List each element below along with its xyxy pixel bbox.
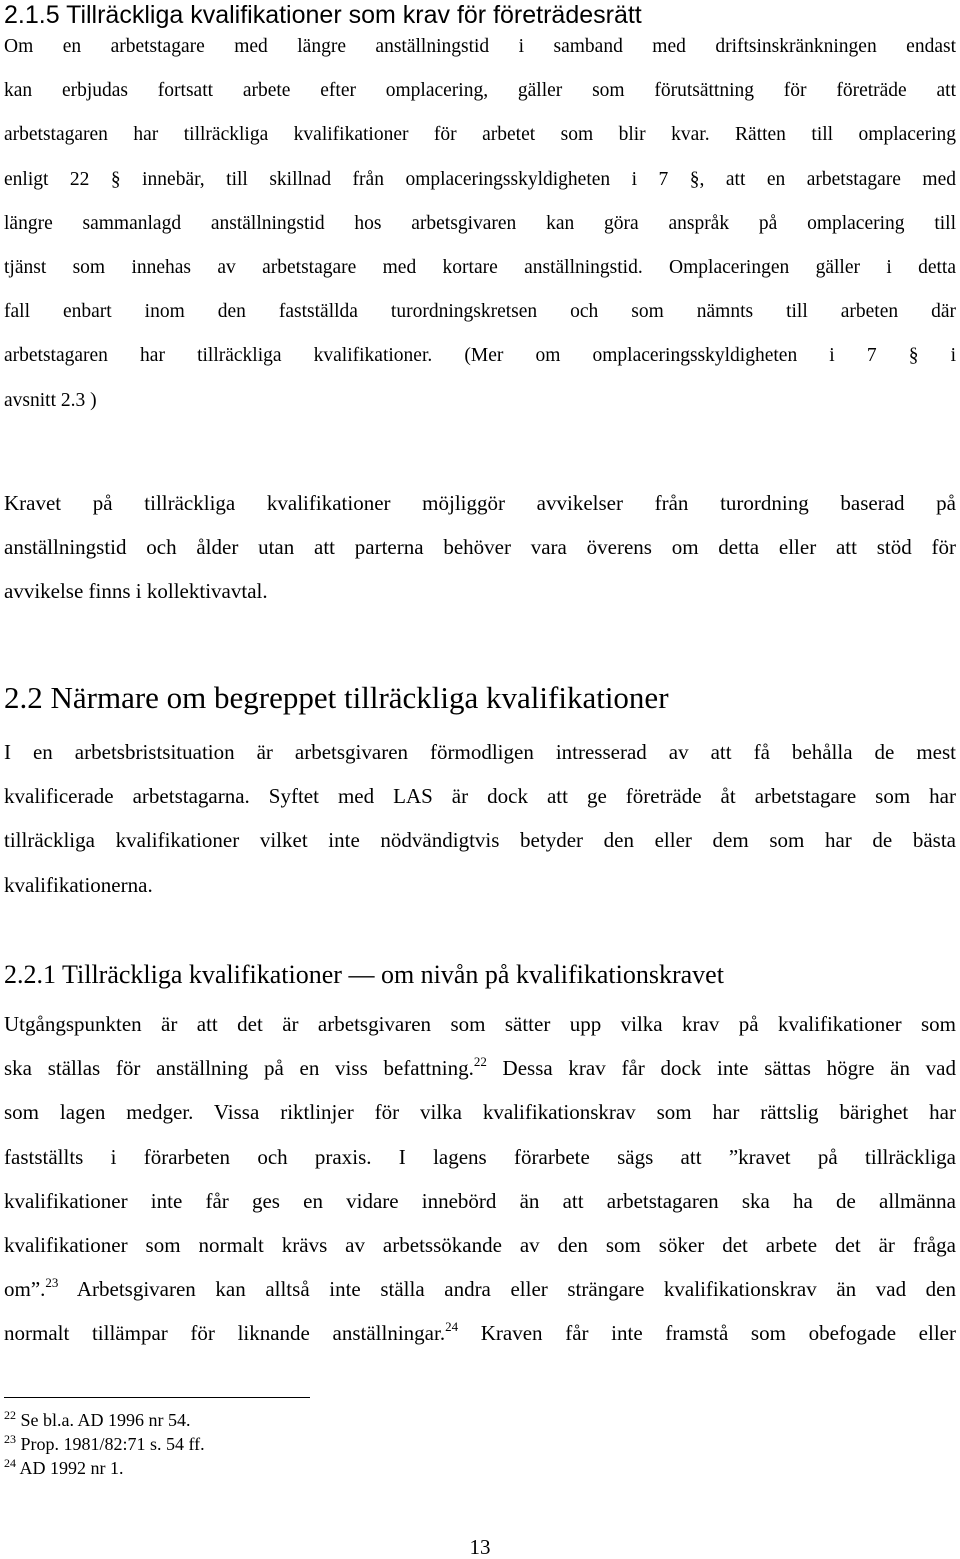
text-line: arbetstagaren har tillräckliga kvalifikationer för arbetet som blir kvar. Rätten till omplacering [4,124,956,146]
section-heading-2-2-1: 2.2.1 Tillräckliga kvalifikationer — om nivån på kvalifikationskravet [4,960,724,989]
text-line: enligt 22 § innebär, till skillnad från omplaceringsskyldigheten i 7 §, att en arbetstagare med [4,168,956,190]
footnote-22 [4,1408,205,1432]
text-line: Kravet på tillräckliga kvalifikationer möjliggör avvikelser från turordning baserad på [4,491,956,515]
text-segment: Dessa krav får dock inte sättas högre än vad [486,1056,956,1081]
text-line: fastställts i förarbeten och praxis. I lagens förarbete sägs att ”kravet på tillräckliga [4,1144,956,1169]
paragraph-2-1-5-first [4,25,956,423]
text-line: längre sammanlagd anställningstid hos arbetsgivaren kan göra anspråk på omplacering till [4,212,956,234]
text-line [4,1046,956,1090]
text-line: kvalifikationerna. [4,872,153,897]
text-line: avvikelse finns i kollektivavtal. [4,579,268,604]
text-line: tillräckliga kvalifikationer vilket inte nödvändigtvis betyder den eller dem som har de bästa [4,828,956,853]
text-line: kvalifikationer som normalt krävs av arbetssökande av den som söker det arbete det är fråga [4,1233,956,1258]
page-number: 13 [469,1535,491,1559]
text-line [4,1267,956,1311]
footnote-text: AD 1992 nr 1. [16,1458,124,1478]
text-segment: om”. [4,1277,46,1302]
footnote-number: 23 [4,1432,16,1446]
footnote-23 [4,1432,205,1456]
text-line [4,1311,956,1355]
footnote-ref-23[interactable]: 23 [45,1275,59,1291]
text-line: kvalificerade arbetstagarna. Syftet med LAS är dock att ge företräde åt arbetstagare som har [4,784,956,809]
text-line: Om en arbetstagare med längre anställningstid i samband med driftsinskränkningen endast [4,36,956,57]
text-line: arbetstagaren har tillräckliga kvalifikationer. (Mer om omplaceringsskyldigheten i 7 § i [4,345,956,367]
footnote-number: 22 [4,1408,16,1422]
footnote-text: Se bl.a. AD 1996 nr 54. [16,1410,191,1430]
footnote-ref-22[interactable]: 22 [473,1054,487,1070]
text-line: I en arbetsbristsituation är arbetsgivaren förmodligen intresserad av att få behålla de mest [4,740,956,764]
text-line: tjänst som innehas av arbetstagare med kortare anställningstid. Omplaceringen gäller i detta [4,257,956,279]
paragraph-2-2 [4,730,956,907]
text-line: som lagen medger. Vissa riktlinjer för vilka kvalifikationskrav som har rättslig bärighet har [4,1100,956,1125]
text-line: Utgångspunkten är att det är arbetsgivaren som sätter upp vilka krav på kvalifikationer som [4,1012,956,1036]
footnotes [4,1408,205,1480]
text-line: kan erbjudas fortsatt arbete efter omplacering, gäller som förutsättning för företräde att [4,80,956,102]
text-segment: Arbetsgivaren kan alltså inte ställa andra eller strängare kvalifikationskrav än vad den [58,1277,956,1302]
text-line: fall enbart inom den fastställda turordningskretsen och som nämnts till arbeten där [4,301,956,323]
footnote-ref-24[interactable]: 24 [445,1319,459,1335]
paragraph-2-1-5-second [4,481,956,614]
section-heading-2-1-5: 2.1.5 Tillräckliga kvalifikationer som krav för företrädesrätt [4,1,642,29]
text-line: kvalifikationer inte får ges en vidare innebörd än att arbetstagaren ska ha de allmänna [4,1188,956,1213]
text-segment: Kraven får inte framstå som obefogade eller [458,1321,956,1346]
text-segment: ska ställas för anställning på en viss befattning. [4,1056,474,1081]
footnote-number: 24 [4,1456,16,1470]
footnote-separator [4,1397,310,1398]
text-segment: normalt tillämpar för liknande anställningar. [4,1321,446,1346]
text-line: anställningstid och ålder utan att parterna behöver vara överens om detta eller att stöd för [4,535,956,560]
text-line: avsnitt 2.3 ) [4,389,97,411]
section-heading-2-2: 2.2 Närmare om begreppet tillräckliga kvalifikationer [4,680,669,715]
footnote-24 [4,1456,205,1480]
footnote-text: Prop. 1981/82:71 s. 54 ff. [16,1434,205,1454]
paragraph-2-2-1 [4,1002,956,1356]
